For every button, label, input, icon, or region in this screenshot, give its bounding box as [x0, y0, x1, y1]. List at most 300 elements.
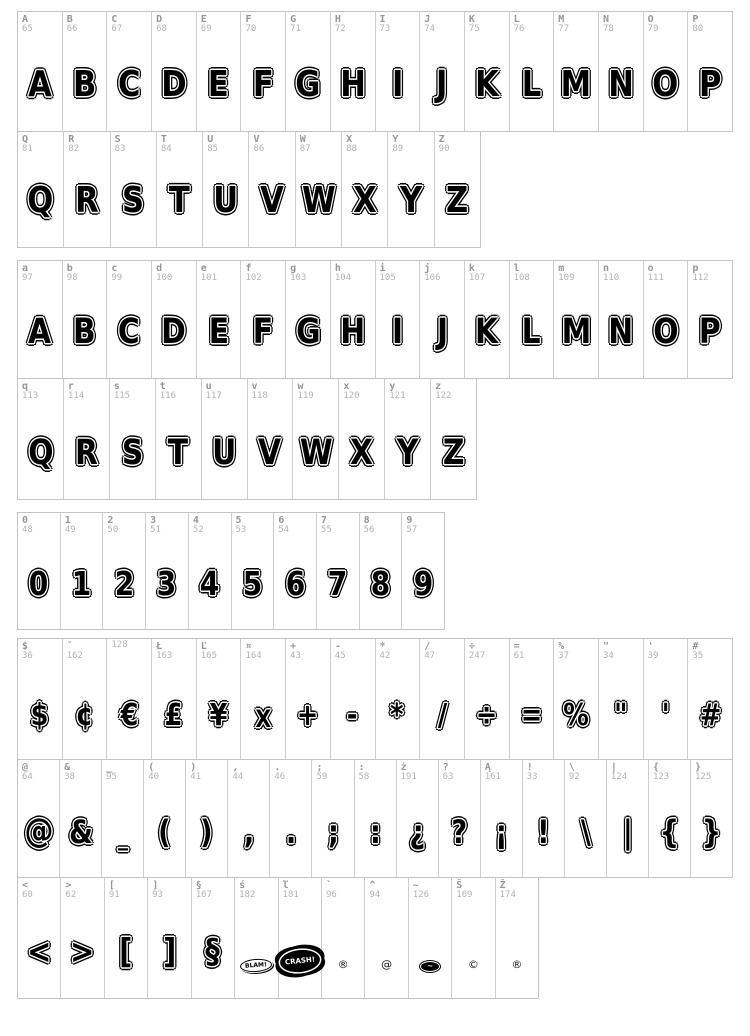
- cell-code-label: 106: [424, 273, 441, 283]
- glyph-line: [510, 698, 554, 733]
- glyph-line: [376, 698, 420, 733]
- glyph-preview: ¿: [409, 813, 425, 851]
- glyph-preview: S: [122, 180, 145, 221]
- glyph-cell: [644, 639, 689, 759]
- glyph-cell: [465, 639, 510, 759]
- cell-code-label: 53: [235, 525, 247, 535]
- glyph-preview: E: [208, 312, 229, 352]
- cell-character-label: ( 40: [148, 762, 160, 782]
- glyph-cell: [355, 760, 397, 877]
- glyph-line: [63, 64, 107, 105]
- glyph-preview: ?: [451, 813, 468, 851]
- glyph-line: [481, 813, 522, 851]
- cell-character-label: I 73: [379, 14, 391, 34]
- cell-character-label: u 117: [205, 381, 222, 401]
- glyph-line: [235, 952, 277, 972]
- cell-character-label: L 76: [513, 14, 525, 34]
- glyph-line: [202, 433, 247, 473]
- cell-character-label: 8 56: [363, 515, 375, 535]
- cell-code-label: 66: [66, 24, 78, 34]
- cell-code-label: 191: [400, 772, 417, 782]
- cell-code-label: 93: [152, 890, 164, 900]
- glyph-preview: C: [118, 312, 141, 352]
- glyph-line: [607, 813, 648, 851]
- cell-character-label: d 100: [156, 263, 173, 283]
- cell-character-label: o 111: [647, 263, 664, 283]
- cell-character-label: J 74: [424, 14, 436, 34]
- cell-character-label: m 109: [558, 263, 575, 283]
- glyph-line: [465, 312, 509, 352]
- glyph-cell: [18, 878, 61, 998]
- cell-code-label: 47: [424, 651, 436, 661]
- glyph-cell: [554, 12, 599, 131]
- glyph-cell: [376, 261, 421, 378]
- cell-character-label: 0 48: [22, 515, 33, 535]
- glyph-preview: &: [68, 813, 93, 851]
- glyph-line: [102, 823, 143, 851]
- glyph-cell: [322, 878, 365, 998]
- glyph-table-row-punctuation: [17, 759, 733, 878]
- cell-code-label: 87: [299, 144, 311, 154]
- cell-character-label: ) 41: [190, 762, 202, 782]
- glyph-cell: [197, 261, 242, 378]
- cell-character-label: P 80: [692, 14, 704, 34]
- glyph-line: [599, 698, 643, 733]
- glyph-preview: A: [27, 64, 52, 105]
- glyph-line: [431, 433, 476, 473]
- cell-code-label: 72: [334, 24, 346, 34]
- cell-code-label: 116: [159, 391, 176, 401]
- glyph-cell: [452, 878, 495, 998]
- cell-code-label: 63: [442, 772, 454, 782]
- cell-character-label: { 123: [652, 762, 670, 782]
- cell-character-label: 7 55: [320, 515, 332, 535]
- cell-code-label: 115: [113, 391, 131, 401]
- glyph-preview: D: [161, 312, 187, 352]
- glyph-line: [355, 813, 396, 851]
- cell-code-label: 74: [424, 24, 436, 34]
- cell-code-label: 51: [150, 525, 161, 535]
- glyph-preview: E: [208, 64, 230, 105]
- cell-code-label: 94: [369, 890, 381, 900]
- glyph-cell: [465, 261, 510, 378]
- glyph-line: [111, 180, 156, 221]
- cell-code-label: 49: [64, 525, 76, 535]
- glyph-line: [197, 64, 241, 105]
- cell-code-label: 33: [526, 772, 538, 782]
- cell-code-label: 118: [251, 391, 268, 401]
- glyph-preview: \: [580, 813, 591, 851]
- glyph-cell: [274, 513, 317, 629]
- glyph-preview: U: [211, 433, 237, 473]
- cell-character-label: t 116: [159, 381, 176, 401]
- glyph-cell: [63, 261, 108, 378]
- cell-code-label: 55: [320, 525, 332, 535]
- glyph-cell: [435, 132, 480, 247]
- glyph-preview: 0: [29, 564, 49, 603]
- cell-code-label: 78: [602, 24, 614, 34]
- glyph-preview: ®: [511, 958, 523, 971]
- cell-character-label: N 78: [602, 14, 614, 34]
- glyph-preview: $: [30, 698, 49, 733]
- glyph-preview: P: [698, 64, 722, 105]
- glyph-cell: [688, 12, 732, 131]
- glyph-table-row-lowercase-q-z: [17, 378, 477, 500]
- cell-character-label: y 121: [389, 381, 406, 401]
- glyph-cell: [241, 261, 286, 378]
- cell-code-label: 95: [106, 772, 117, 782]
- glyph-preview: K: [475, 312, 499, 352]
- cell-character-label: - 45: [334, 641, 346, 661]
- cell-code-label: 48: [22, 525, 33, 535]
- cell-code-label: 163: [156, 651, 173, 661]
- glyph-line: [18, 64, 62, 105]
- glyph-line: [152, 698, 196, 733]
- glyph-cell: [148, 878, 191, 998]
- glyph-preview: Z: [442, 433, 465, 473]
- cell-code-label: 62: [65, 890, 77, 900]
- cell-character-label: A 65: [22, 14, 33, 34]
- glyph-cell: [688, 261, 732, 378]
- cell-code-label: 85: [207, 144, 219, 154]
- glyph-preview: X: [350, 433, 374, 473]
- glyph-cell: [420, 261, 465, 378]
- glyph-cell: [465, 12, 510, 131]
- glyph-preview: ¢: [75, 698, 94, 733]
- glyph-line: [331, 698, 375, 733]
- cell-code-label: 126: [412, 890, 430, 900]
- cell-character-label: M 77: [558, 14, 570, 34]
- glyph-cell: [431, 379, 476, 499]
- glyph-line: [385, 433, 430, 473]
- glyph-table-row-uppercase-q-z: [17, 131, 481, 248]
- cell-character-label: B 66: [66, 14, 78, 34]
- glyph-cell: [554, 261, 599, 378]
- glyph-cell: [203, 132, 249, 247]
- glyph-line: [331, 64, 375, 105]
- cell-character-label: " 34: [602, 641, 614, 661]
- cell-character-label: ; 59: [316, 762, 328, 782]
- glyph-preview: 2: [114, 564, 135, 603]
- cell-character-label: Ł 163: [156, 641, 173, 661]
- cell-code-label: 54: [278, 525, 290, 535]
- glyph-preview: U: [213, 180, 239, 221]
- cell-character-label: ' 39: [647, 641, 659, 661]
- glyph-preview: W: [299, 433, 333, 473]
- glyph-line: [107, 698, 151, 733]
- glyph-table-row-currency-math-symbols: [17, 638, 733, 760]
- glyph-line: [286, 64, 330, 105]
- glyph-cell: [286, 12, 331, 131]
- cell-code-label: 108: [513, 273, 530, 283]
- cell-character-label: c 99: [111, 263, 123, 283]
- glyph-preview: 5: [242, 564, 263, 603]
- glyph-preview: %: [563, 698, 589, 733]
- cell-code-label: 164: [245, 651, 262, 661]
- glyph-cell: [420, 12, 465, 131]
- cell-character-label: + 43: [290, 641, 301, 661]
- glyph-cell: [644, 12, 689, 131]
- cell-code-label: 121: [389, 391, 406, 401]
- cell-code-label: 162: [66, 651, 83, 661]
- glyph-preview: L: [521, 64, 542, 105]
- glyph-line: [63, 312, 107, 352]
- cell-character-label: Ž 174: [499, 880, 516, 900]
- glyph-line: [342, 180, 387, 221]
- cell-code-label: 60: [22, 890, 33, 900]
- glyph-line: [599, 64, 643, 105]
- cell-code-label: 35: [692, 651, 704, 661]
- cell-character-label: p 112: [692, 263, 709, 283]
- cell-code-label: 41: [190, 772, 202, 782]
- glyph-line: [554, 64, 598, 105]
- glyph-preview: }: [701, 813, 722, 851]
- glyph-line: [296, 180, 341, 221]
- glyph-line: [322, 953, 364, 972]
- cell-character-label: [ 91: [108, 880, 120, 900]
- cell-character-label: # 35: [692, 641, 704, 661]
- cell-code-label: 165: [200, 651, 218, 661]
- glyph-cell: [599, 12, 644, 131]
- cell-character-label: > 62: [65, 880, 77, 900]
- cell-character-label: ! 33: [526, 762, 538, 782]
- cell-code-label: 167: [195, 890, 212, 900]
- cell-character-label: X 88: [346, 134, 357, 154]
- cell-character-label: * 42: [379, 641, 391, 661]
- glyph-line: [248, 433, 293, 473]
- cell-code-label: 64: [22, 772, 33, 782]
- cell-character-label: ż 191: [400, 762, 417, 782]
- glyph-preview: 3: [157, 564, 177, 603]
- glyph-line: [644, 312, 688, 352]
- glyph-cell: [607, 760, 649, 877]
- cell-character-label: 4 52: [192, 515, 204, 535]
- glyph-preview: J: [436, 312, 448, 352]
- cell-code-label: 169: [456, 890, 473, 900]
- cell-code-label: 40: [148, 772, 160, 782]
- glyph-table-row-brackets-marks-dingbats: [17, 877, 539, 999]
- cell-character-label: h 104: [334, 263, 352, 283]
- cell-character-label: ¤ 164: [245, 641, 262, 661]
- cell-character-label: Š 169: [456, 880, 473, 900]
- glyph-line: [510, 64, 554, 105]
- glyph-preview: S: [121, 433, 143, 473]
- glyph-line: [402, 564, 444, 603]
- cell-character-label: ^ 94: [369, 880, 381, 900]
- glyph-preview: Z: [446, 180, 469, 221]
- glyph-preview: 8: [370, 564, 391, 603]
- cell-character-label: 2 50: [107, 515, 119, 535]
- glyph-line: [186, 813, 227, 851]
- glyph-preview: K: [474, 64, 499, 105]
- cell-code-label: 109: [558, 273, 575, 283]
- glyph-line: [465, 698, 509, 733]
- cell-code-label: 52: [192, 525, 204, 535]
- cell-code-label: 70: [245, 24, 257, 34]
- cell-code-label: 91: [108, 890, 120, 900]
- cell-character-label: % 37: [558, 641, 570, 661]
- glyph-preview: M: [561, 312, 591, 352]
- glyph-line: [496, 953, 538, 972]
- glyph-preview: @: [24, 811, 53, 851]
- glyph-preview: ': [661, 698, 670, 733]
- glyph-line: [339, 433, 384, 473]
- glyph-preview: M: [560, 64, 592, 105]
- glyph-preview: §: [205, 932, 221, 972]
- cell-character-label: / 47: [424, 641, 436, 661]
- glyph-cell: [496, 878, 538, 998]
- cell-character-label: i 105: [379, 263, 396, 283]
- glyph-preview: 9: [413, 564, 433, 603]
- glyph-line: [146, 564, 188, 603]
- cell-character-label: F 70: [245, 14, 257, 34]
- cell-character-label: } 125: [695, 762, 712, 782]
- cell-code-label: 247: [468, 651, 486, 661]
- cell-code-label: 61: [513, 651, 525, 661]
- cell-character-label: ? 63: [442, 762, 454, 782]
- glyph-cell: [365, 878, 408, 998]
- cell-code-label: 104: [334, 273, 352, 283]
- glyph-line: [110, 433, 155, 473]
- glyph-line: [312, 813, 353, 851]
- glyph-line: [241, 312, 285, 352]
- glyph-preview: ,: [243, 813, 255, 851]
- glyph-preview: R: [74, 433, 98, 473]
- glyph-line: [688, 64, 732, 105]
- cell-character-label: 6 54: [278, 515, 290, 535]
- glyph-cell: [63, 12, 108, 131]
- cell-character-label: ˘ 162: [66, 641, 83, 661]
- cell-code-label: 83: [114, 144, 126, 154]
- cell-character-label: r 114: [67, 381, 85, 401]
- glyph-line: [691, 813, 732, 851]
- cell-character-label: n 110: [602, 263, 620, 283]
- glyph-preview: H: [340, 312, 366, 352]
- cell-character-label: R 82: [68, 134, 80, 154]
- glyph-line: [439, 813, 480, 851]
- glyph-line: [192, 932, 234, 972]
- glyph-preview: 1: [71, 564, 92, 603]
- glyph-line: [286, 312, 330, 352]
- glyph-line: [228, 813, 269, 851]
- glyph-cell: [61, 513, 104, 629]
- cell-code-label: 101: [200, 273, 218, 283]
- cell-code-label: 67: [111, 24, 123, 34]
- cell-code-label: 88: [346, 144, 357, 154]
- glyph-cell: [510, 12, 555, 131]
- glyph-preview: >: [70, 932, 95, 972]
- cell-code-label: 77: [558, 24, 570, 34]
- cell-code-label: 76: [513, 24, 525, 34]
- cell-code-label: 81: [22, 144, 33, 154]
- glyph-preview: #: [699, 698, 721, 733]
- glyph-preview: X: [352, 180, 377, 221]
- cell-character-label: & 38: [64, 762, 75, 782]
- cell-code-label: 122: [435, 391, 452, 401]
- cell-code-label: 97: [22, 273, 33, 283]
- cell-code-label: 114: [67, 391, 85, 401]
- glyph-line: [465, 64, 509, 105]
- glyph-line: [523, 813, 564, 851]
- cell-character-label: W 87: [299, 134, 311, 154]
- glyph-preview: G: [295, 312, 321, 352]
- glyph-line: [18, 180, 63, 221]
- glyph-line: [452, 953, 494, 972]
- cell-character-label: 3 51: [150, 515, 161, 535]
- glyph-cell: [248, 379, 294, 499]
- cell-code-label: 90: [438, 144, 450, 154]
- glyph-cell: [18, 760, 60, 877]
- glyph-cell: [102, 760, 144, 877]
- cell-character-label: D 68: [156, 14, 167, 34]
- glyph-cell: [565, 760, 607, 877]
- glyph-cell: [18, 261, 63, 378]
- cell-code-label: 123: [652, 772, 670, 782]
- glyph-preview: T: [169, 180, 190, 221]
- glyph-preview: P: [699, 312, 722, 352]
- glyph-table-row-lowercase-a-p: [17, 260, 733, 379]
- cell-character-label: O 79: [647, 14, 659, 34]
- glyph-line: [18, 433, 63, 473]
- glyph-preview: V: [260, 180, 284, 221]
- glyph-cell: [523, 760, 565, 877]
- glyph-cell: [510, 639, 555, 759]
- glyph-preview: C: [117, 64, 141, 105]
- cell-character-label: ľ 181: [282, 880, 299, 900]
- glyph-cell: [339, 379, 385, 499]
- glyph-preview: =: [520, 698, 543, 733]
- cell-character-label: [111, 641, 127, 650]
- cell-code-label: 59: [316, 772, 328, 782]
- cell-code-label: 100: [156, 273, 173, 283]
- glyph-cell: [420, 639, 465, 759]
- cell-character-label: Y 89: [392, 134, 404, 154]
- cell-code-label: 128: [111, 640, 128, 650]
- glyph-cell: [331, 639, 376, 759]
- glyph-cell: [232, 513, 275, 629]
- cell-code-label: 96: [325, 890, 337, 900]
- glyph-cell: [249, 132, 295, 247]
- glyph-line: [18, 698, 62, 733]
- glyph-preview: D: [161, 64, 187, 105]
- cell-character-label: Z 90: [438, 134, 450, 154]
- glyph-line: [157, 180, 202, 221]
- glyph-line: [103, 564, 145, 603]
- cell-code-label: 125: [695, 772, 712, 782]
- glyph-preview: O: [652, 312, 679, 352]
- glyph-preview: Q: [27, 433, 54, 473]
- glyph-preview: I: [391, 64, 404, 105]
- cell-character-label: x 120: [343, 381, 360, 401]
- glyph-preview: !: [537, 813, 550, 851]
- cell-character-label: @ 64: [22, 762, 33, 782]
- glyph-preview: _: [117, 823, 128, 851]
- glyph-cell: [510, 261, 555, 378]
- glyph-preview: {: [659, 813, 680, 851]
- cell-code-label: 39: [647, 651, 659, 661]
- cell-code-label: 98: [66, 273, 78, 283]
- glyph-cell: [189, 513, 232, 629]
- glyph-preview: A: [28, 312, 52, 352]
- cell-code-label: 110: [602, 273, 620, 283]
- glyph-preview: [: [119, 932, 133, 972]
- glyph-line: [397, 813, 438, 851]
- cell-character-label: 5 53: [235, 515, 247, 535]
- glyph-preview: F: [253, 312, 274, 352]
- glyph-line: [61, 564, 103, 603]
- glyph-preview: *: [390, 698, 405, 733]
- glyph-cell: [599, 261, 644, 378]
